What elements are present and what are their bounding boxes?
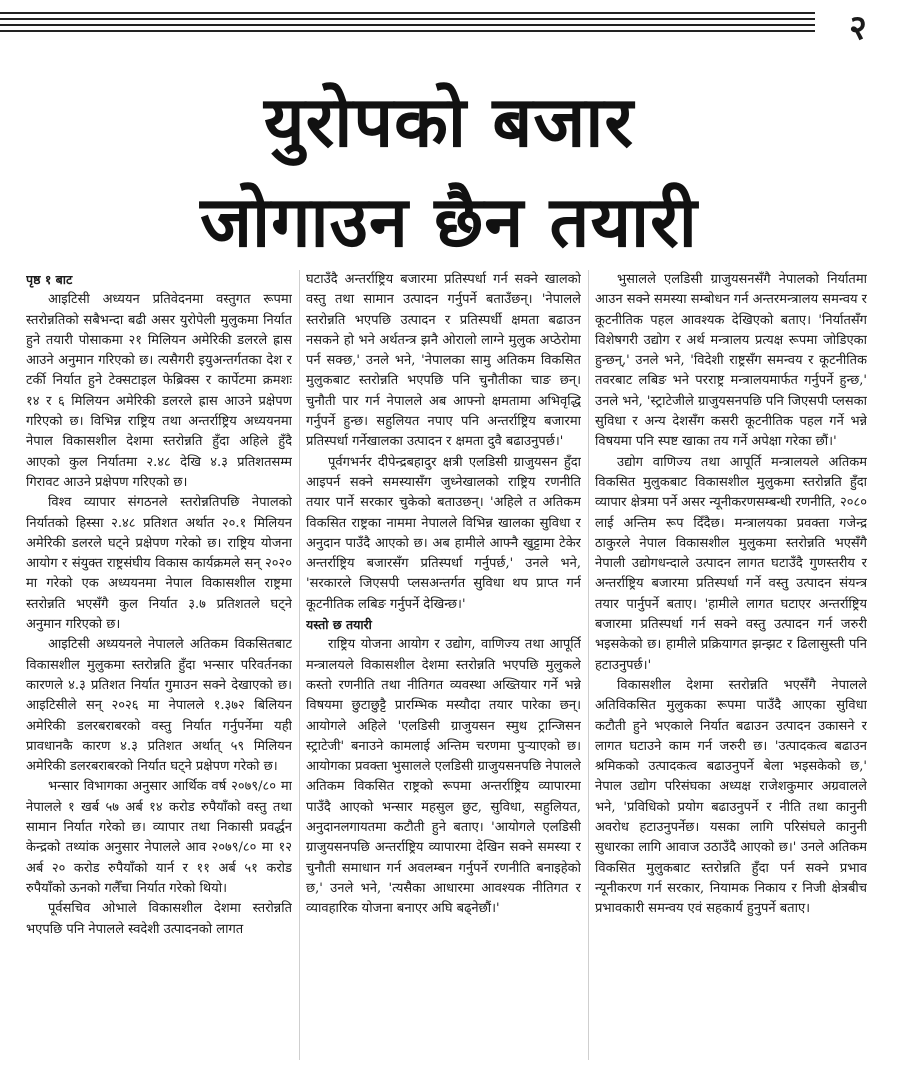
page-number: २ (849, 8, 867, 48)
continued-from-label: पृष्ठ १ बाट (26, 272, 73, 287)
column-divider (588, 270, 589, 1060)
header-rules (0, 12, 815, 38)
paragraph: आइटिसी अध्ययनले नेपालले अतिकम विकसितबाट विकासशील मुलुकमा स्तरोन्नति हुँदा भन्सार परिवर्तनका कारणले ४.३ प्रतिशत निर्यात गुमाउन सक्ने देखाएको छ। आइटिसीले सन् २०२६ मा नेपालले १.३७२ बिलियन अमेरिकी डलरबराबरको वस्तु निर्यात गर्नुपर्नेमा यही प्रावधानकै कारण ४.३ प्रतिशत अर्थात् ५९ मिलियन अमेरिकी डलरबराबरको निर्यात घट्ने प्रक्षेपण गरेको छ। (26, 637, 292, 775)
headline-line-1: युरोपको बजार (263, 81, 635, 163)
paragraph: घटाउँदै अन्तर्राष्ट्रिय बजारमा प्रतिस्पर्धा गर्न सक्ने खालको वस्तु तथा सामान उत्पादन गर्नुपर्ने बताउँछन्। 'नेपालले स्तरोन्नति भएपछि उत्पादन र प्रतिस्पर्धी क्षमता बढाउन नसकने हो भने अर्थतन्त्र झनै ओरालो लाग्ने मुलुक अप्ठेरोमा पर्न सक्छ,' उनले भने, 'नेपालका सामु अतिकम विकसित मुलुकबाट स्तरोन्नति भएपछि पनि चुनौतीका चाङ छन्। चुनौती पार गर्न नेपालले अब आफ्नो क्षमतामा अभिवृद्धि गर्नुपर्ने हुन्छ। सहुलियत नपाए पनि अन्तर्राष्ट्रिय बजारमा प्रतिस्पर्धा गर्नेखालका उत्पादन र क्षमता दुवै बढाउनुपर्छ।' (306, 272, 581, 450)
article-column-3 (595, 270, 867, 1060)
headline (0, 72, 898, 272)
subheading: यस्तो छ तयारी (306, 617, 372, 633)
paragraph: उद्योग वाणिज्य तथा आपूर्ति मन्त्रालयले अतिकम विकसित मुलुकबाट विकासशील मुलुकमा स्तरोन्नति हुँदा व्यापार क्षेत्रमा पर्ने असर न्यूनीकरणसम्बन्धी रणनीति, २०८० लाई अन्तिम रूप दिँदैछ। मन्त्रालयका प्रवक्ता गजेन्द्र ठाकुरले नेपाल विकासशील मुलुकमा स्तरोन्नति भएसँगै नेपाली उद्योगधन्दाले उत्पादन लागत घटाउँदै गुणस्तरीय र अन्तर्राष्ट्रिय बजारमा प्रतिस्पर्धा गर्ने वस्तु उत्पादन संयन्त्र तयार पार्नुपर्ने बताए। 'हामीले लागत घटाएर अन्तर्राष्ट्रिय बजारमा प्रतिस्पर्धा गर्न सक्ने वस्तु उत्पादन गर्न जरुरी भइसकेको छ। हामीले प्रक्रियागत झन्झट र ढिलासुस्ती पनि हटाउनुपर्छ।' (595, 454, 867, 673)
paragraph: भुसालले एलडिसी ग्राजुयसनसँगै नेपालको निर्यातमा आउन सक्ने समस्या सम्बोधन गर्न अन्तरमन्त्रालय समन्वय र कूटनीतिक पहल आवश्यक देखिएको बताए। 'निर्यातसँग विशेषगरी उद्योग र अर्थ मन्त्रालय प्रत्यक्ष रूपमा जोडिएका हुन्छन्,' उनले भने, 'विदेशी राष्ट्रसँग समन्वय र कूटनीतिक तवरबाट लबिङ भने परराष्ट्र मन्त्रालयमार्फत गर्नुपर्ने हुन्छ,' उनले भने, 'स्ट्राटेजीले ग्राजुयसनपछि पनि जिएसपी प्लसका सुविधा र अन्य देशसँग कसरी कूटनीतिक पहल गर्ने भन्ने विषयमा पनि स्पष्ट खाका तय गर्ने अपेक्षा गरेका छौं।' (595, 272, 867, 450)
paragraph: आइटिसी अध्ययन प्रतिवेदनमा वस्तुगत रूपमा स्तरोन्नतिको सबैभन्दा बढी असर युरोपेली मुलुकमा निर्यात हुने तयारी पोसाकमा २१ मिलियन अमेरिकी डलरले ह्रास आउने अनुमान गरिएको छ। त्यसैगरी इयुअन्तर्गतका देश र टर्की निर्यात हुने टेक्सटाइल फेब्रिक्स र कार्पेटमा क्रमशः १४ र ६ मिलियन अमेरिकी डलरले ह्रास आउने प्रक्षेपण गरिएको छ। विभिन्न राष्ट्रिय तथा अन्तर्राष्ट्रिय अध्ययनमा नेपाल विकासशील देशमा स्तरोन्नति हुँदा अहिले हुँदै आएको कुल निर्यातमा २.४८ देखि ४.३ प्रतिशतसम्म गिरावट आउने प्रक्षेपण गरिएको छ। (26, 292, 292, 490)
paragraph: विश्व व्यापार संगठनले स्तरोन्नतिपछि नेपालको निर्यातको हिस्सा २.४८ प्रतिशत अर्थात २०.१ मिलियन अमेरिकी डलरले घट्ने प्रक्षेपण गरेको छ। राष्ट्रिय योजना आयोग र संयुक्त राष्ट्रसंघीय विकास कार्यक्रमले सन् २०२० मा गरेको एक अध्ययनमा नेपाल विकासशील राष्ट्रमा स्तरोन्नति भएसँगै कुल निर्यात ३.७ प्रतिशतले घट्ने अनुमान गरिएको छ। (26, 495, 292, 633)
column-divider (299, 270, 300, 1060)
paragraph: राष्ट्रिय योजना आयोग र उद्योग, वाणिज्य तथा आपूर्ति मन्त्रालयले विकासशील देशमा स्तरोन्नति भएपछि मुलुकले कस्तो रणनीति तथा नीतिगत व्यवस्था अख्तियार गर्ने भन्ने विषयमा छुटाछुट्टै प्रारम्भिक मस्यौदा तयार पारेका छन्। आयोगले अहिले 'एलडिसी ग्राजुयसन स्मुथ ट्रान्जिसन स्ट्राटेजी' बनाउने कामलाई अन्तिम चरणमा पुर्‍याएको छ। आयोगका प्रवक्ता भुसालले एलडिसी ग्राजुयसनपछि नेपालले अतिकम विकसित राष्ट्रको रूपमा अन्तर्राष्ट्रिय व्यापारमा पाउँदै आएको भन्सार महसुल छुट, सुविधा, सहुलियत, अनुदानलगायतमा कटौती हुने बताए। 'आयोगले एलडिसी ग्राजुयसनपछि अन्तर्राष्ट्रिय व्यापारमा देखिन सक्ने समस्या र चुनौती समाधान गर्न अवलम्बन गर्नुपर्ने रणनीति बनाइहेको छ,' उनले भने, 'त्यसैका आधारमा आवश्यक नीतिगत र व्यावहारिक योजना बनाएर अघि बढ्नेछौं।' (306, 637, 581, 917)
article-column-1 (26, 270, 292, 1060)
paragraph: भन्सार विभागका अनुसार आर्थिक वर्ष २०७९/८० मा नेपालले १ खर्ब ५७ अर्ब १४ करोड रुपैयाँको वस्तु तथा सामान निर्यात गरेको छ। व्यापार तथा निकासी प्रवर्द्धन केन्द्रको तथ्यांक अनुसार नेपालले आव २०७९/८० मा १२ अर्ब २० करोड रुपैयाँको यार्न र ११ अर्ब ५१ करोड रुपैयाँको ऊनको गलैँचा निर्यात गरेको थियो। (26, 779, 292, 896)
paragraph: पूर्वसचिव ओभाले विकासशील देशमा स्तरोन्नति भएपछि पनि नेपालले स्वदेशी उत्पादनको लागत (26, 901, 292, 937)
paragraph: विकासशील देशमा स्तरोन्नति भएसँगै नेपालले अतिविकसित मुलुकका रूपमा पाउँदै आएका सुविधा कटौती हुने भएकाले निर्यात बढाउन उत्पादन उकासने र लागत घटाउने काम गर्न जरुरी छ। 'उत्पादकत्व बढाउन श्रमिकको उत्पादकत्व बढाउनुपर्ने बेला भइसकेको छ,' नेपाल उद्योग परिसंघका अध्यक्ष राजेशकुमार अग्रवालले भने, 'प्रविधिको प्रयोग बढाउनुपर्ने र नीति तथा कानुनी अवरोध हटाउनुपर्नेछ। यसका लागि परिसंघले कानुनी सुधारका लागि आवाज उठाउँदै आएको छ।' उनले अतिकम विकसित मुलुकबाट स्तरोन्नति हुँदा पर्न सक्ने प्रभाव न्यूनीकरण गर्न सरकार, नियामक निकाय र निजी क्षेत्रबीच प्रभावकारी समन्वय एवं सहकार्य हुनुपर्ने बताए। (595, 677, 867, 917)
headline-line-2: जोगाउन छैन तयारी (200, 181, 698, 263)
paragraph: पूर्वगभर्नर दीपेन्द्रबहादुर क्षत्री एलडिसी ग्राजुयसन हुँदा आइपर्न सक्ने समस्यासँग जुध्नेखालको राष्ट्रिय रणनीति तयार पार्ने सरकार चुकेको बताउछन्। 'अहिले त अतिकम विकसित राष्ट्रका नाममा नेपालले विभिन्न खालका सुविधा र अनुदान पाउँदै आएको छ। अब हामीले आफ्नै खुट्टामा टेकेर अन्तर्राष्ट्रिय बजारसँग प्रतिस्पर्धा गर्नुपर्छ,' उनले भने, 'सरकारले जिएसपी प्लसअन्तर्गत सुविधा थप प्राप्त गर्न कूटनीतिक लबिङ गर्नुपर्ने देखिन्छ।' (306, 454, 581, 612)
article-column-2 (306, 270, 581, 1060)
